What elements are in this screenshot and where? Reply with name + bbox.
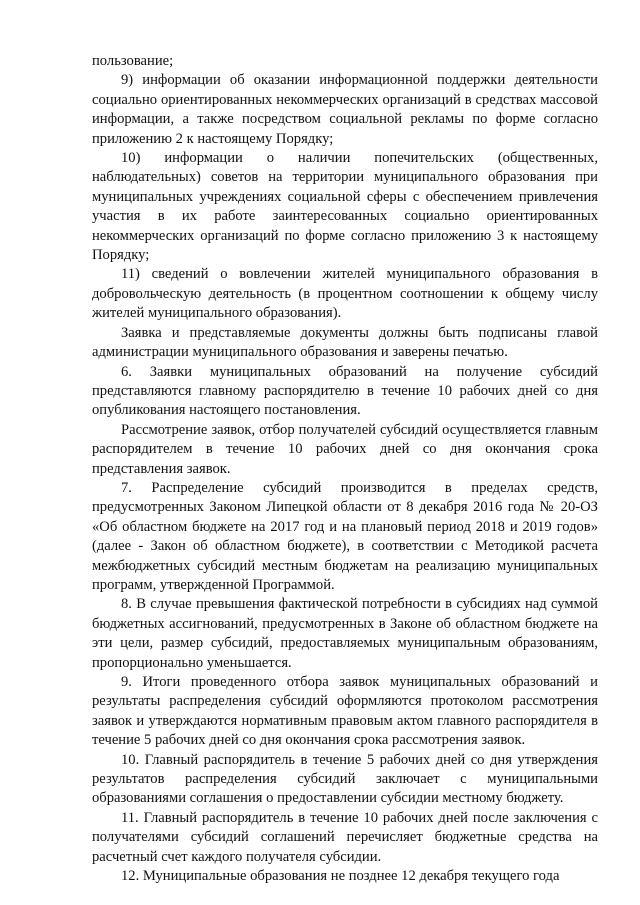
paragraph-section-9: 9. Итоги проведенного отбора заявок муниципальных образований и результаты распределения субсидий оформляются протоколом рассмотрения заявок и утверждаются нормативным правовым актом главного распорядителя в течение 5 рабочих дней со дня окончания срока рассмотрения заявок.	[92, 674, 598, 749]
paragraph-continuation: пользование;	[92, 53, 174, 69]
paragraph-section-7: 7. Распределение субсидий производится в пределах средств, предусмотренных Законом Липецкой области от 8 декабря 2016 года № 20-ОЗ «Об областном бюджете на 2017 год и на плановый период 2018 и 2019 годов» (далее - Закон об областном бюджете), в соответствии с Методикой расчета межбюджетных субсидий местным бюджетам на реализацию муниципальных программ, утвержденной Программой.	[92, 479, 598, 593]
paragraph-item-10: 10) информации о наличии попечительских (общественных, наблюдательных) советов на территории муниципального образования при муниципальных учреждениях социальной сферы с обеспечением привлечения участия в их работе заинтересованных социально ориентированных некоммерческих организаций по форме согласно приложению 3 к настоящему Порядку;	[92, 150, 598, 264]
paragraph-section-12: 12. Муниципальные образования не позднее 12 декабря текущего года	[121, 868, 560, 885]
paragraph-section-6: 6. Заявки муниципальных образований на получение субсидий представляются главному распорядителю в течение 10 рабочих дней со дня опубликования настоящего постановления.	[92, 363, 598, 419]
document-body	[92, 52, 598, 886]
paragraph-review-of-applications: Рассмотрение заявок, отбор получателей субсидий осуществляется главным распорядителем в течение 10 рабочих дней со дня окончания срока представления заявок.	[92, 421, 598, 477]
paragraph-section-11: 11. Главный распорядитель в течение 10 рабочих дней после заключения с получателями субсидий соглашений перечисляет бюджетные средства на расчетный счет каждого получателя субсидии.	[92, 809, 598, 865]
paragraph-item-11: 11) сведений о вовлечении жителей муниципального образования в добровольческую деятельность (в процентном соотношении к общему числу жителей муниципального образования).	[92, 266, 598, 322]
paragraph-signature-requirement: Заявка и представляемые документы должны быть подписаны главой администрации муниципального образования и заверены печатью.	[92, 324, 598, 361]
paragraph-item-9: 9) информации об оказании информационной поддержки деятельности социально ориентированных некоммерческих организаций в средствах массовой информации, а также посредством социальной рекламы по форме согласно приложению 2 к настоящему Порядку;	[92, 72, 598, 147]
paragraph-section-10: 10. Главный распорядитель в течение 5 рабочих дней со дня утверждения результатов распределения субсидий заключает с муниципальными образованиями соглашения о предоставлении субсидии местному бюджету.	[92, 751, 598, 807]
paragraph-section-8: 8. В случае превышения фактической потребности в субсидиях над суммой бюджетных ассигнований, предусмотренных в Законе об областном бюджете на эти цели, размер субсидий, предоставляемых муниципальным образованиям, пропорционально уменьшается.	[92, 596, 598, 671]
